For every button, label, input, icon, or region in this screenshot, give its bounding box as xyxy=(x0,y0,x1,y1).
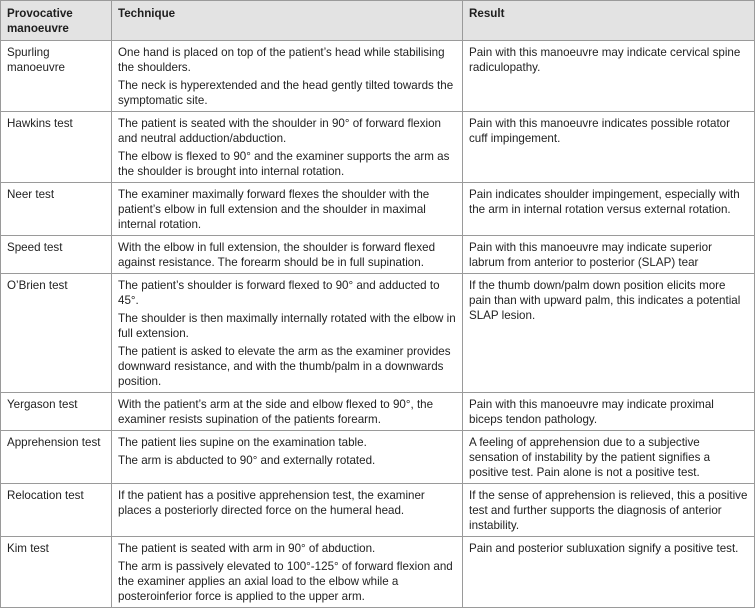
technique-cell xyxy=(112,484,463,537)
table-row xyxy=(1,112,755,183)
table-row xyxy=(1,236,755,274)
manoeuvre-name-cell: Spurling manoeuvre xyxy=(1,41,112,112)
result-cell: A feeling of apprehension due to a subjective sensation of instability by the patient signifies a positive test. Pain alone is not a positive test. xyxy=(463,431,755,484)
technique-paragraph: The arm is abducted to 90° and externally rotated. xyxy=(118,454,376,467)
technique-paragraph: The elbow is flexed to 90° and the examiner supports the arm as the shoulder is brought into internal rotation. xyxy=(118,150,450,178)
technique-paragraph: The arm is passively elevated to 100°-125° of forward flexion and the examiner applies an axial load to the elbow while a posteroinferior force is applied to the upper arm. xyxy=(118,560,453,603)
technique-paragraph: The patient is asked to elevate the arm as the examiner provides downward resistance, and with the thumb/palm in a downwards position. xyxy=(118,345,451,388)
technique-cell xyxy=(112,183,463,236)
table-row xyxy=(1,393,755,431)
table-row xyxy=(1,41,755,112)
manoeuvre-name-cell: Hawkins test xyxy=(1,112,112,183)
table-row xyxy=(1,183,755,236)
technique-cell xyxy=(112,537,463,608)
manoeuvre-name-cell: Apprehension test xyxy=(1,431,112,484)
technique-paragraph: The patient is seated with the shoulder in 90° of forward flexion and neutral adduction/abduction. xyxy=(118,117,442,145)
result-cell: Pain and posterior subluxation signify a positive test. xyxy=(463,537,755,608)
technique-paragraph: The patient is seated with arm in 90° of abduction. xyxy=(118,542,376,555)
manoeuvre-name-cell: Yergason test xyxy=(1,393,112,431)
table-row xyxy=(1,274,755,393)
technique-paragraph: One hand is placed on top of the patient’s head while stabilising the shoulders. xyxy=(118,46,445,74)
result-cell: Pain with this manoeuvre may indicate proximal biceps tendon pathology. xyxy=(463,393,755,431)
technique-cell xyxy=(112,41,463,112)
technique-cell xyxy=(112,393,463,431)
manoeuvre-name-cell: Speed test xyxy=(1,236,112,274)
table-body xyxy=(1,41,755,608)
header-result: Result xyxy=(463,1,755,41)
header-manoeuvre: Provocative manoeuvre xyxy=(1,1,112,41)
technique-paragraph: The patient’s shoulder is forward flexed to 90° and adducted to 45°. xyxy=(118,279,440,307)
technique-paragraph: The shoulder is then maximally internally rotated with the elbow in full extension. xyxy=(118,312,456,340)
technique-cell xyxy=(112,112,463,183)
table-row xyxy=(1,431,755,484)
result-cell: If the sense of apprehension is relieved, this a positive test and further supports the diagnosis of anterior instability. xyxy=(463,484,755,537)
result-cell: Pain indicates shoulder impingement, especially with the arm in internal rotation versus external rotation. xyxy=(463,183,755,236)
technique-cell xyxy=(112,236,463,274)
table-header xyxy=(1,1,755,41)
result-cell: Pain with this manoeuvre may indicate superior labrum from anterior to posterior (SLAP) tear xyxy=(463,236,755,274)
manoeuvre-name-cell: O’Brien test xyxy=(1,274,112,393)
technique-paragraph: The neck is hyperextended and the head gently tilted towards the symptomatic site. xyxy=(118,79,454,107)
manoeuvre-name-cell: Relocation test xyxy=(1,484,112,537)
technique-cell xyxy=(112,431,463,484)
technique-paragraph: With the patient’s arm at the side and elbow flexed to 90°, the examiner resists supination of the patients forearm. xyxy=(118,398,434,426)
technique-paragraph: With the elbow in full extension, the shoulder is forward flexed against resistance. The forearm should be in full supination. xyxy=(118,241,436,269)
technique-paragraph: The examiner maximally forward flexes the shoulder with the patient’s elbow in full extension and the shoulder in maximal internal rotation. xyxy=(118,188,430,231)
manoeuvre-name-cell: Kim test xyxy=(1,537,112,608)
table-row xyxy=(1,537,755,608)
technique-paragraph: The patient lies supine on the examination table. xyxy=(118,436,367,449)
result-cell: If the thumb down/palm down position elicits more pain than with upward palm, this indicates a potential SLAP lesion. xyxy=(463,274,755,393)
header-technique: Technique xyxy=(112,1,463,41)
header-row xyxy=(1,1,755,41)
result-cell: Pain with this manoeuvre indicates possible rotator cuff impingement. xyxy=(463,112,755,183)
technique-cell xyxy=(112,274,463,393)
technique-paragraph: If the patient has a positive apprehension test, the examiner places a posteriorly directed force on the humeral head. xyxy=(118,489,425,517)
result-cell: Pain with this manoeuvre may indicate cervical spine radiculopathy. xyxy=(463,41,755,112)
manoeuvre-name-cell: Neer test xyxy=(1,183,112,236)
table-row xyxy=(1,484,755,537)
